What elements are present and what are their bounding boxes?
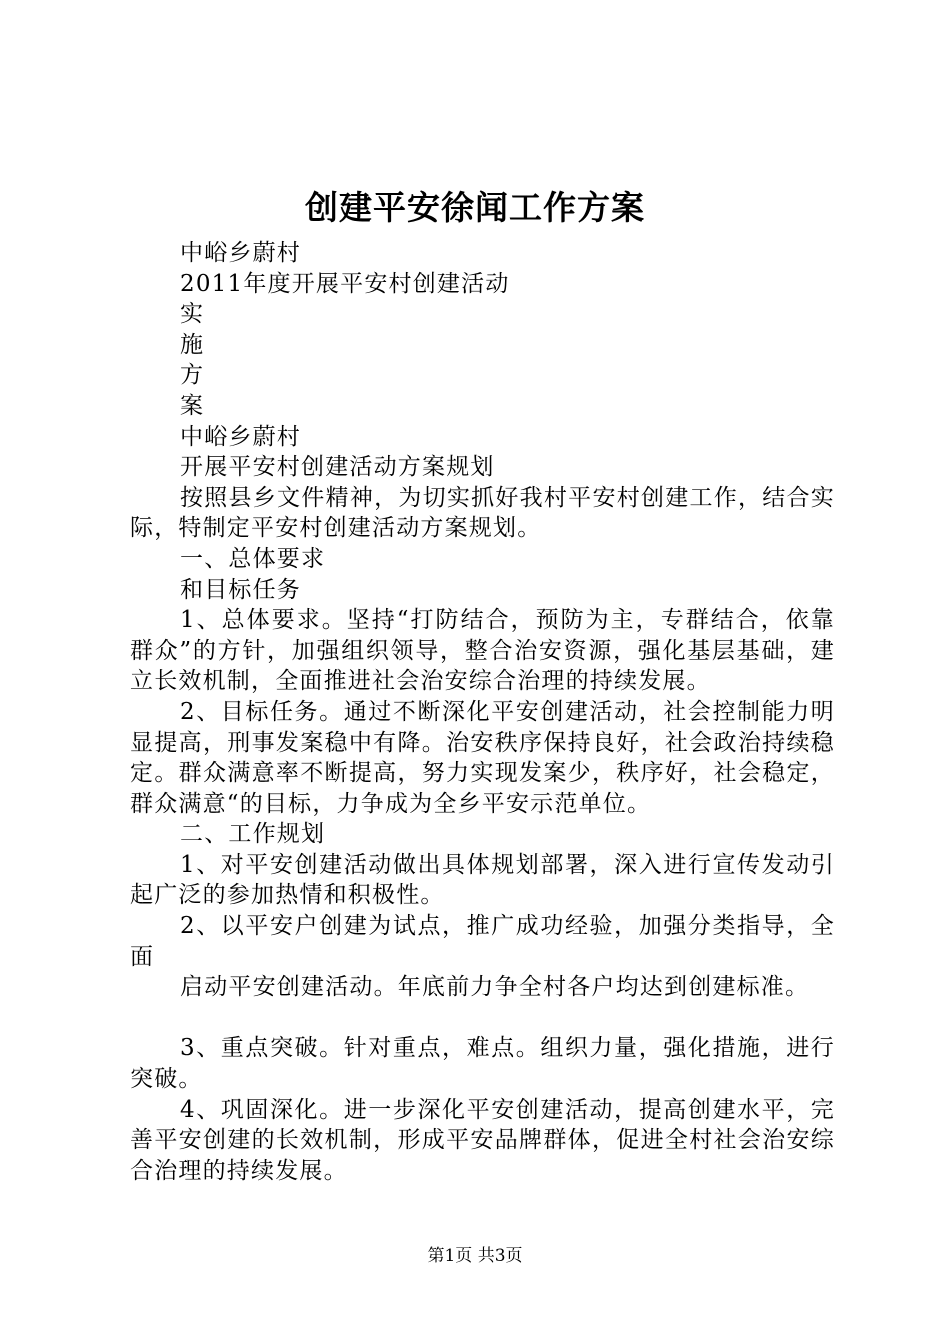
vertical-char-fang: 方 — [180, 362, 205, 389]
section-2-item-2-cont: 启动平安创建活动。年底前力争全村各户均达到创建标准。 — [180, 974, 810, 1001]
page-footer — [0, 1245, 950, 1267]
section-1-heading-cont: 和目标任务 — [180, 576, 301, 603]
vertical-char-shi2: 施 — [180, 331, 205, 358]
section-2-item-1: 1、对平安创建活动做出具体规划部署，深入进行宣传发动引起广泛的参加热情和积极性。 — [130, 851, 835, 909]
village-name-line-2: 中峪乡蔚村 — [180, 423, 301, 450]
intro-paragraph: 按照县乡文件精神，为切实抓好我村平安村创建工作，结合实际，特制定平安村创建活动方案规划。 — [130, 484, 835, 542]
section-2-item-4: 4、巩固深化。进一步深化平安创建活动，提高创建水平，完善平安创建的长效机制，形成平安品牌群体，促进全村社会治安综合治理的持续发展。 — [130, 1096, 835, 1184]
village-name-line: 中峪乡蔚村 — [180, 240, 301, 266]
year-activity-line: 2011年度开展平安村创建活动 — [180, 270, 510, 297]
vertical-char-an: 案 — [180, 392, 205, 419]
section-1-heading: 一、总体要求 — [180, 545, 326, 572]
document-title: 创建平安徐闻工作方案 — [305, 188, 645, 227]
page-number: 第1页 共3页 — [427, 1246, 523, 1266]
blank-line — [130, 1003, 835, 1034]
section-1-item-1: 1、总体要求。坚持“打防结合，预防为主，专群结合，依靠群众”的方针，加强组织领导，整合治安资源，强化基层基础，建立长效机制，全面推进社会治安综合治理的持续发展。 — [130, 607, 835, 695]
section-2-heading: 二、工作规划 — [180, 821, 326, 848]
document-body — [130, 238, 835, 1186]
plan-title-line: 开展平安村创建活动方案规划 — [180, 454, 495, 481]
section-1-item-2: 2、目标任务。通过不断深化平安创建活动，社会控制能力明显提高，刑事发案稳中有降。治安秩序保持良好，社会政治持续稳定。群众满意率不断提高，努力实现发案少，秩序好，社会稳定，群众满意“的目标，力争成为全乡平安示范单位。 — [130, 698, 835, 817]
section-2-item-2: 2、以平安户创建为试点，推广成功经验，加强分类指导，全面 — [130, 913, 835, 970]
section-2-item-3: 3、重点突破。针对重点，难点。组织力量，强化措施，进行突破。 — [130, 1035, 835, 1093]
vertical-char-shi: 实 — [180, 301, 205, 328]
